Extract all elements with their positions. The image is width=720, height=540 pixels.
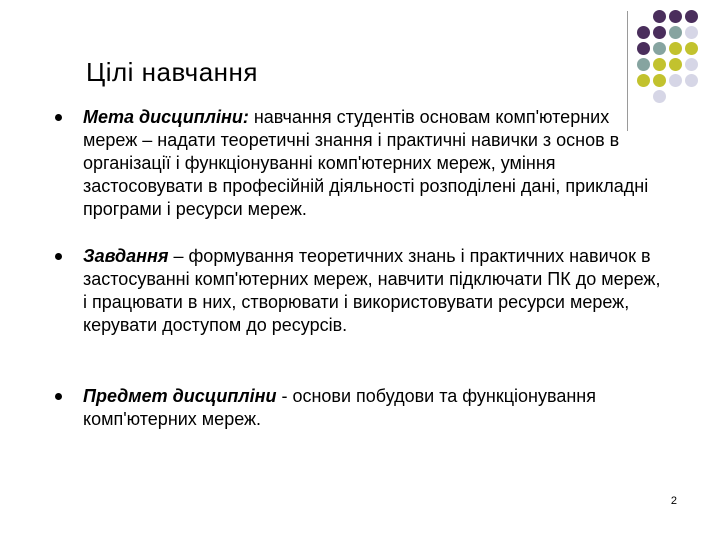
decorative-dot [653, 42, 666, 55]
decorative-dot [669, 26, 682, 39]
bullet-body: навчання студентів основам комп'ютерних мереж – надати теоретичні знання і практичні навички з основ в організації і функціонуванні комп'ютерних мереж, уміння застосовувати в професійній діяльності розподілені дані, прикладні програми і ресурси мереж. [83, 107, 649, 219]
decorative-dot [637, 42, 650, 55]
decorative-dot [637, 58, 650, 71]
bullet-dot-icon [55, 393, 62, 400]
bullet-item [83, 106, 663, 221]
decorative-dot [685, 42, 698, 55]
decorative-dot [637, 26, 650, 39]
decorative-dot [669, 42, 682, 55]
decorative-dot [653, 26, 666, 39]
bullet-dot-icon [55, 253, 62, 260]
bullet-dot-icon [55, 114, 62, 121]
bullet-label: Завдання [83, 246, 169, 266]
decorative-dot [685, 26, 698, 39]
page-number: 2 [670, 495, 677, 507]
decorative-dot [653, 74, 666, 87]
decorative-dot [685, 58, 698, 71]
decorative-dot [685, 10, 698, 23]
decorative-dot [653, 10, 666, 23]
bullet-item [83, 385, 663, 431]
decorative-dot [653, 58, 666, 71]
bullet-label: Мета дисципліни: [83, 107, 249, 127]
bullet-body: - основи побудови та функціонування комп'ютерних мереж. [83, 386, 596, 429]
decorative-dot [669, 10, 682, 23]
decorative-dot [669, 74, 682, 87]
decorative-dot [669, 58, 682, 71]
bullet-body: – формування теоретичних знань і практичних навичок в застосуванні комп'ютерних мереж, навчити підключати ПК до мереж, і працювати в них, створювати і використовувати ресурси мереж, керувати доступом до ресурсів. [83, 246, 661, 335]
decorative-dot-grid [637, 10, 715, 106]
slide-title: Цілі навчання [86, 57, 258, 87]
decorative-dot [653, 90, 666, 103]
decorative-dot [637, 74, 650, 87]
bullet-label: Предмет дисципліни [83, 386, 277, 406]
bullet-item [83, 245, 663, 337]
decorative-dot [685, 74, 698, 87]
